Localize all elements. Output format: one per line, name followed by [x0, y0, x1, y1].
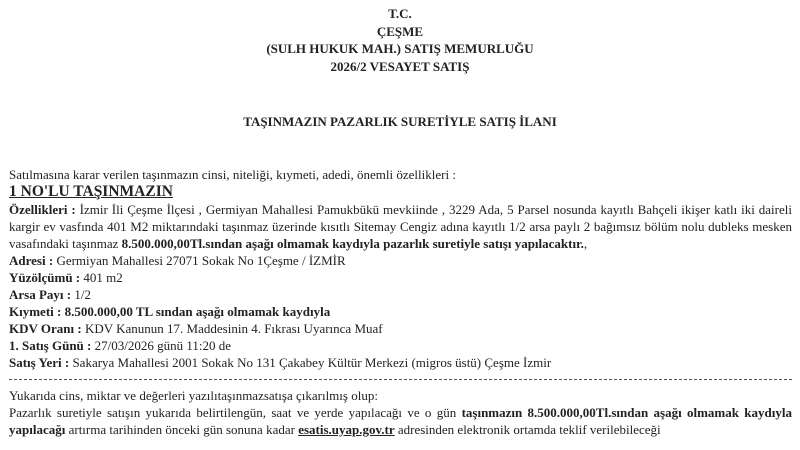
features-paragraph: [9, 201, 792, 252]
footer-para-mid: artırma tarihinden önceki gün sonuna kadar: [65, 422, 299, 437]
address-field: [9, 252, 792, 269]
area-field: [9, 269, 792, 286]
intro-text: Satılmasına karar verilen taşınmazın cinsi, niteliği, kıymeti, adedi, önemli özellikleri :: [9, 167, 456, 182]
share-field: [9, 286, 792, 303]
footer-lead: Yukarıda cins, miktar ve değerleri yazılıtaşınmazsatışa çıkarılmış olup:: [9, 388, 378, 403]
notice-title: TAŞINMAZIN PAZARLIK SURETİYLE SATIŞ İLANI: [243, 114, 557, 129]
header-line-3: (SULH HUKUK MAH.) SATIŞ MEMURLUĞU: [266, 41, 534, 56]
sale-date-value: 27/03/2026 günü 11:20 de: [91, 338, 231, 353]
features-bold-tail: 8.500.000,00Tl.sından aşağı olmamak kaydıyla pazarlık suretiyle satışı yapılacaktır.: [121, 236, 584, 251]
sale-date-field: [9, 337, 792, 354]
area-value: 401 m2: [80, 270, 123, 285]
share-value: 1/2: [71, 287, 91, 302]
kdv-field: [9, 320, 792, 337]
sale-place-field: [9, 354, 792, 371]
share-label: Arsa Payı :: [9, 287, 72, 302]
header-line-1: T.C.: [388, 6, 412, 21]
value-label: Kıymeti :: [9, 304, 62, 319]
address-label: Adresi :: [9, 253, 54, 268]
footer-paragraph: [9, 404, 792, 438]
features-label: Özellikleri :: [9, 202, 76, 217]
footer-para-bold: taşınmazın 8.500.000,00Tl.sından aşağı olmamak kaydıyla yapılacağı: [9, 405, 792, 437]
header-line-2: ÇEŞME: [376, 23, 424, 39]
value-value: 8.500.000,00 TL sından aşağı olmamak kaydıyla: [61, 304, 331, 319]
features-text: İzmir İli Çeşme İlçesi , Germiyan Mahallesi Pamukbükü mevkiinde , 3229 Ada, 5 Parsel nosunda kayıtlı Bahçeli ikişer katlı iki daireli kargir ev vasfında 401 M2 miktarındaki taşınmaz üzerinde kısıtlı Sitemay Cengiz adına kayıtlı 1/2 arsa paylı 2 bağımsız bölüm nolu dubleks mesken vasafındaki taşınmaz: [9, 202, 792, 251]
features-end: ,: [583, 236, 588, 251]
value-field: [9, 303, 792, 320]
address-value: Germiyan Mahallesi 27071 Sokak No 1Çeşme / İZMİR: [53, 253, 346, 268]
sale-date-label: 1. Satış Günü :: [9, 338, 92, 353]
area-label: Yüzölçümü :: [9, 270, 81, 285]
section-divider: [9, 379, 792, 380]
kdv-value: KDV Kanunun 17. Maddesinin 4. Fıkrası Uyarınca Muaf: [81, 321, 383, 336]
document-body: [9, 166, 792, 438]
document-header: [0, 5, 800, 75]
esatis-link[interactable]: esatis.uyap.gov.tr: [298, 422, 395, 437]
kdv-label: KDV Oranı :: [9, 321, 82, 336]
sale-place-value: Sakarya Mahallesi 2001 Sokak No 131 Çakabey Kültür Merkezi (migros üstü) Çeşme İzmir: [69, 355, 552, 370]
sale-place-label: Satış Yeri :: [9, 355, 70, 370]
property-title: 1 NO'LU TAŞINMAZIN: [9, 183, 173, 200]
header-line-4: 2026/2 VESAYET SATIŞ: [330, 58, 470, 74]
footer-para-end: adresinden elektronik ortamda teklif verilebileceği: [394, 422, 661, 437]
footer-para-start: Pazarlık suretiyle satışın yukarıda belirtilengün, saat ve yerde yapılacağı ve o gün: [9, 405, 462, 420]
